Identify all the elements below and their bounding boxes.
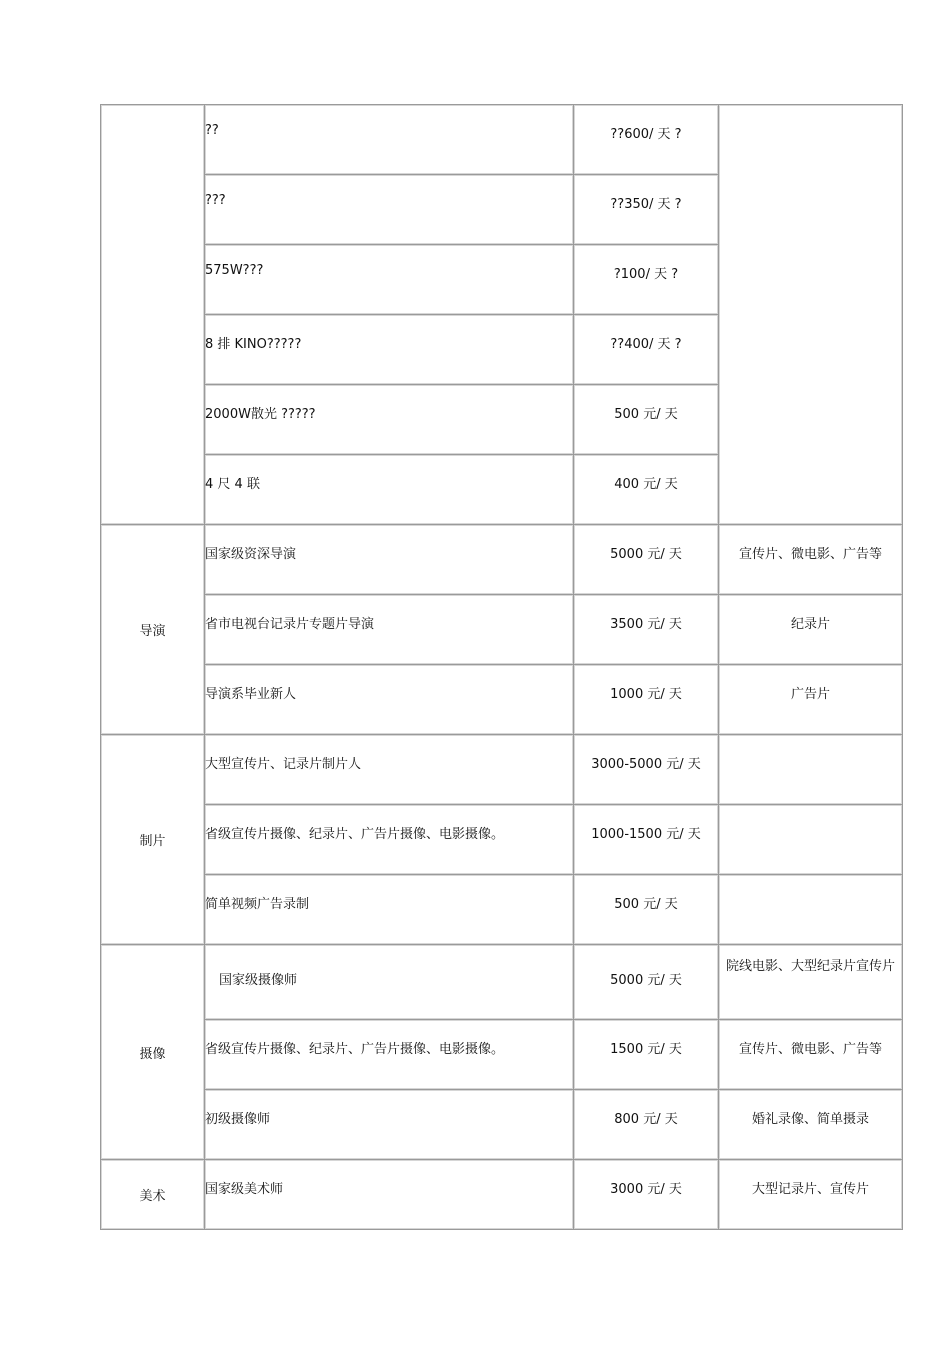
price-cell: 1000-1500 元/ 天 (574, 805, 719, 875)
price-cell: 400 元/ 天 (574, 455, 719, 525)
note-cell: 院线电影、大型纪录片宣传片 (719, 945, 903, 1020)
note-cell: 大型记录片、宣传片 (719, 1160, 903, 1230)
item-cell: ?? (205, 105, 574, 175)
note-cell: 纪录片 (719, 595, 903, 665)
price-cell: 1500 元/ 天 (574, 1020, 719, 1090)
note-cell (719, 875, 903, 945)
category-cell-art: 美术 (101, 1160, 205, 1230)
price-cell: 500 元/ 天 (574, 385, 719, 455)
price-cell: ??600/ 天 ? (574, 105, 719, 175)
item-cell: 国家级资深导演 (205, 525, 574, 595)
item-cell: 简单视频广告录制 (205, 875, 574, 945)
item-cell: 575W??? (205, 245, 574, 315)
item-cell: 省级宣传片摄像、纪录片、广告片摄像、电影摄像。 (205, 1020, 574, 1090)
note-cell (719, 735, 903, 805)
item-cell: 导演系毕业新人 (205, 665, 574, 735)
item-cell: ??? (205, 175, 574, 245)
price-cell: 3000 元/ 天 (574, 1160, 719, 1230)
table-row (101, 1160, 903, 1230)
price-cell: ?100/ 天 ? (574, 245, 719, 315)
price-cell: 1000 元/ 天 (574, 665, 719, 735)
price-cell: ??400/ 天 ? (574, 315, 719, 385)
category-cell-producer: 制片 (101, 735, 205, 945)
item-cell: 省级宣传片摄像、纪录片、广告片摄像、电影摄像。 (205, 805, 574, 875)
table-row (101, 945, 903, 1020)
table-row (101, 1090, 903, 1160)
price-cell: ??350/ 天 ? (574, 175, 719, 245)
item-cell: 大型宣传片、记录片制片人 (205, 735, 574, 805)
price-cell: 500 元/ 天 (574, 875, 719, 945)
table-row (101, 805, 903, 875)
table-row (101, 1020, 903, 1090)
price-cell: 800 元/ 天 (574, 1090, 719, 1160)
item-cell: 省市电视台记录片专题片导演 (205, 595, 574, 665)
category-cell-camera: 摄像 (101, 945, 205, 1160)
price-cell: 3500 元/ 天 (574, 595, 719, 665)
price-cell: 5000 元/ 天 (574, 945, 719, 1020)
note-cell-lighting (719, 105, 903, 525)
note-cell: 婚礼录像、简单摄录 (719, 1090, 903, 1160)
price-cell: 3000-5000 元/ 天 (574, 735, 719, 805)
category-cell-director: 导演 (101, 525, 205, 735)
note-cell: 宣传片、微电影、广告等 (719, 1020, 903, 1090)
item-cell: 2000W散光 ????? (205, 385, 574, 455)
category-cell-lighting (101, 105, 205, 525)
table-row (101, 735, 903, 805)
item-cell: 8 排 KINO????? (205, 315, 574, 385)
price-table (100, 104, 903, 1230)
note-cell (719, 805, 903, 875)
item-cell: 4 尺 4 联 (205, 455, 574, 525)
item-cell: 国家级摄像师 (205, 945, 574, 1020)
note-cell: 宣传片、微电影、广告等 (719, 525, 903, 595)
item-cell: 国家级美术师 (205, 1160, 574, 1230)
table-row (101, 665, 903, 735)
note-cell: 广告片 (719, 665, 903, 735)
table-row (101, 875, 903, 945)
table-row (101, 105, 903, 175)
item-cell: 初级摄像师 (205, 1090, 574, 1160)
table-row (101, 525, 903, 595)
table-row (101, 595, 903, 665)
price-cell: 5000 元/ 天 (574, 525, 719, 595)
